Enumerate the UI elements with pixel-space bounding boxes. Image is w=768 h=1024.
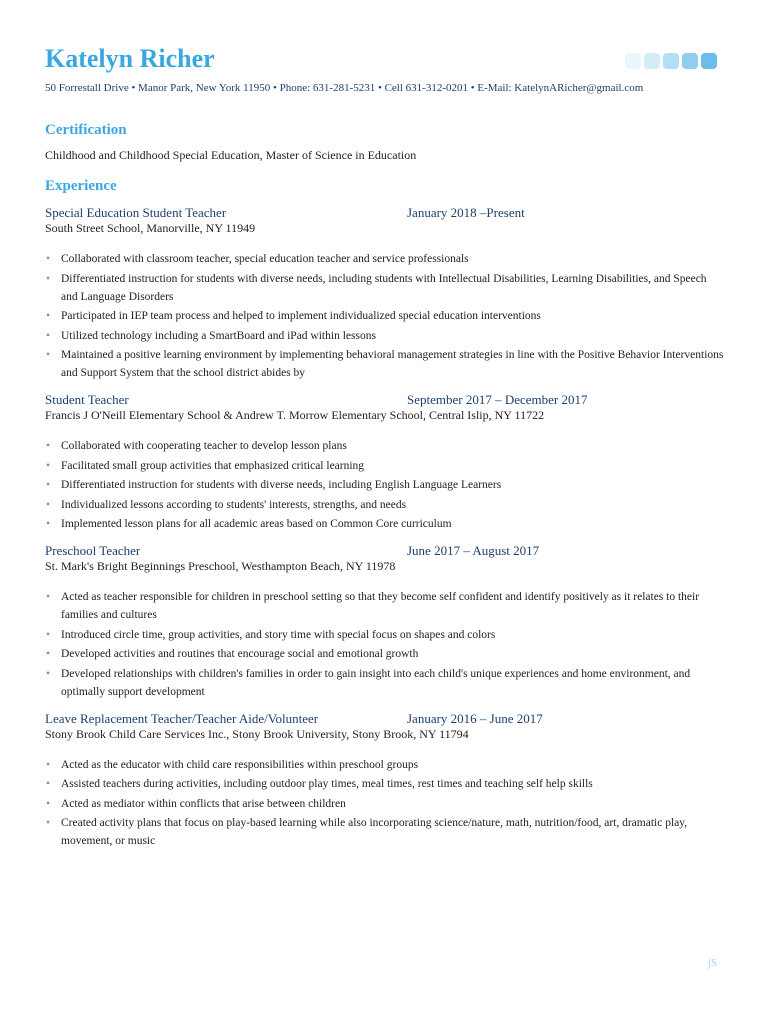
bullet-item: • Assisted teachers during activities, including outdoor play times, meal times, rest times and teaching self help skills (45, 775, 725, 793)
certification-heading: Certification (45, 122, 127, 138)
bullet-item: • Individualized lessons according to students' interests, strengths, and needs (45, 496, 725, 514)
job-place: Stony Brook Child Care Services Inc., Stony Brook University, Stony Brook, NY 11794 (45, 726, 469, 741)
job-entry (45, 392, 725, 533)
bullet-item: • Developed activities and routines that encourage social and emotional growth (45, 645, 725, 663)
job-header (45, 205, 725, 221)
bullet-item: • Collaborated with cooperating teacher to develop lesson plans (45, 437, 725, 455)
bullet-item: • Created activity plans that focus on play-based learning while also incorporating science/nature, math, nutrition/food, art, dramatic play, movement, or music (45, 814, 725, 850)
bullet-item: • Acted as teacher responsible for children in preschool setting so that they become self confident and identify positively as it relates to their families and cultures (45, 588, 725, 624)
footer-mark: jS (708, 957, 718, 969)
bullet-item: • Differentiated instruction for students with diverse needs, including students with Intellectual Disabilities, Learning Disabilities, and Speech and Language Disorders (45, 270, 725, 306)
job-role: Preschool Teacher (45, 543, 141, 558)
bullet-item: • Participated in IEP team process and helped to implement individualized special education interventions (45, 307, 725, 325)
job-role: Student Teacher (45, 392, 129, 407)
experience-heading: Experience (45, 178, 117, 194)
job-bullets (45, 588, 725, 701)
bullet-item: • Collaborated with classroom teacher, special education teacher and service professionals (45, 250, 725, 268)
contact-line: 50 Forrestall Drive • Manor Park, New York 11950 • Phone: 631-281-5231 • Cell 631-312-0201 • E-Mail: KatelynARicher@gmail.com (45, 82, 644, 94)
job-dates: January 2018 –Present (407, 205, 525, 220)
job-entry (45, 205, 725, 382)
job-header (45, 543, 725, 559)
job-entry (45, 711, 725, 851)
candidate-name: Katelyn Richer (45, 44, 215, 73)
experience-list (45, 205, 725, 850)
bullet-item: • Introduced circle time, group activities, and story time with special focus on shapes and colors (45, 626, 725, 644)
job-place: Francis J O'Neill Elementary School & Andrew T. Morrow Elementary School, Central Islip, NY 11722 (45, 408, 545, 422)
job-role: Special Education Student Teacher (45, 205, 227, 220)
bullet-item: • Developed relationships with children's families in order to gain insight into each child's unique experiences and home environment, and optimally support development (45, 665, 725, 701)
job-header (45, 711, 725, 727)
job-place: St. Mark's Bright Beginnings Preschool, Westhampton Beach, NY 11978 (45, 559, 396, 573)
job-header (45, 392, 725, 408)
job-bullets (45, 756, 725, 851)
bullet-item: • Maintained a positive learning environment by implementing behavioral management strategies in line with the Positive Behavior Interventions and Support System that the school district abides by (45, 346, 725, 382)
bullet-item: • Acted as the educator with child care responsibilities within preschool groups (45, 756, 725, 774)
bullet-item: • Differentiated instruction for students with diverse needs, including English Language Learners (45, 476, 725, 494)
certification-text: Childhood and Childhood Special Education, Master of Science in Education (45, 148, 417, 162)
job-place: South Street School, Manorville, NY 11949 (45, 221, 256, 235)
resume-page (45, 44, 725, 852)
job-dates: September 2017 – December 2017 (407, 392, 588, 407)
bullet-item: • Facilitated small group activities that emphasized critical learning (45, 457, 725, 475)
job-bullets (45, 437, 725, 533)
job-bullets (45, 250, 725, 382)
bullet-item: • Implemented lesson plans for all academic areas based on Common Core curriculum (45, 515, 725, 533)
bullet-item: • Utilized technology including a SmartBoard and iPad within lessons (45, 327, 725, 345)
job-entry (45, 543, 725, 701)
job-dates: January 2016 – June 2017 (407, 710, 543, 726)
job-dates: June 2017 – August 2017 (407, 543, 540, 558)
bullet-item: • Acted as mediator within conflicts that arise between children (45, 795, 725, 813)
job-role: Leave Replacement Teacher/Teacher Aide/Volunteer (45, 710, 319, 726)
